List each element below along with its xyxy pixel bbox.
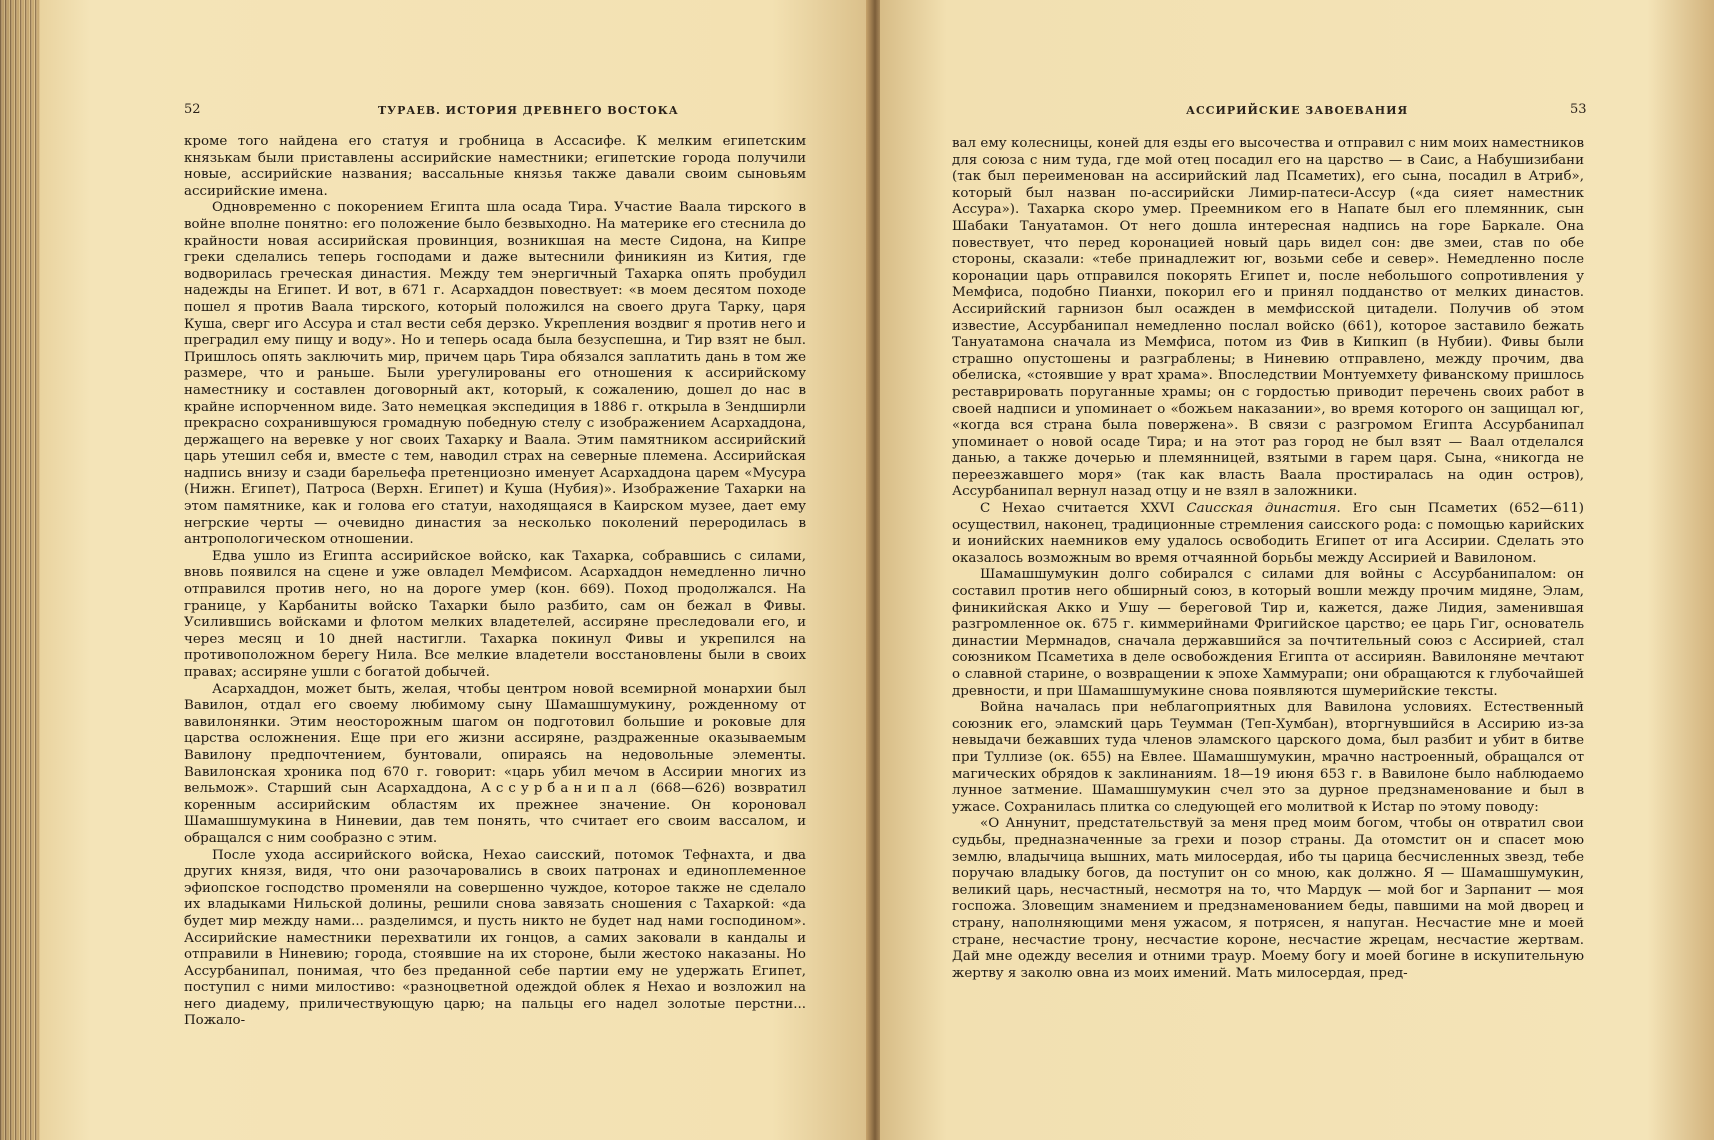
- right-page-number: 53: [1570, 102, 1587, 117]
- paragraph: [184, 682, 806, 848]
- right-running-head: АССИРИЙСКИЕ ЗАВОЕВАНИЯ: [1186, 104, 1409, 117]
- paragraph: Шамашшумукин долго собирался с силами для войны с Ассурбанипалом: он составил против него обширный союз, в который вошли между прочим мидяне, Элам, финикийская Акко и Ушу — береговой Тир и, кажется, даже Лидия, заменившая разгромленное ок. 675 г. киммерийнами Фригийское царство; ее царь Гиг, основатель династии Мермнадов, сначала державшийся за почтительный союз с Ассирией, стал союзником Псаметиха в деле освобождения Египта от ассириян. Вавилоняне мечтают о славной старине, о возвращении к эпохе Хаммурапи; они обращаются к глубочайшей древности, и при Шамашшумукине снова появляются шумерийские тексты.: [952, 567, 1584, 699]
- right-page: [880, 0, 1714, 1140]
- left-page: [40, 0, 872, 1140]
- right-page-text: [952, 136, 1584, 982]
- paragraph: «О Аннунит, предстательствуй за меня пред моим богом, чтобы он отвратил свои судьбы, предназначенные за грехи и позор страны. Да отомстит он и спасет мою землю, владычица вышних, мать милосердая, ибо ты царица бесчисленных звезд, тебе поручаю владыку богов, да поступит он со мною, как должно. Я — Шамашшумукин, великий царь, несчастный, несмотря на то, что Мардук — мой бог и Зарпанит — моя госпожа. Зловещим знамением и предзнаменованием беды, павшими на мой дворец и страну, наполняющими меня ужасом, я потрясен, я напуган. Несчастие мне и моей стране, несчастие трону, несчастие короне, несчастие жрецам, несчастие жертвам. Дай мне одежду веселия и отними траур. Моему богу и моей богине в искупительную жертву я заколю овна из моих имений. Мать милосердая, пред-: [952, 816, 1584, 981]
- paragraph-text: (668—626) возвратил коренным ассирийским областям их прежнее значение. Он короновал Шамашшумукина в Ниневии, дав тем понять, что считает его своим вассалом, и обращался с ним сообразно с этим.: [184, 781, 806, 846]
- spaced-name: Ассурбанипал: [480, 781, 642, 797]
- paragraph: Одновременно с покорением Египта шла осада Тира. Участие Ваала тирского в войне вполне понятно: его положение было безвыходно. На материке его стеснила до крайности новая ассирийская провинция, возникшая на месте Сидона, на Кипре греки сделались теперь господами и даже вытеснили финикиян из Кития, где водворилась греческая династия. Между тем энергичный Тахарка опять пробудил надежды на Египет. И вот, в 671 г. Асархаддон повествует: «в моем десятом походе пошел я против Ваала тирского, который положился на своего друга Тарку, царя Куша, сверг иго Ассура и стал вести себя дерзко. Укрепления воздвиг я против него и преградил ему пищу и воду». Но и теперь осада была безуспешна, и Тир взят не был. Пришлось опять заключить мир, причем царь Тира обязался заплатить дань в том же размере, что и раньше. Были урегулированы его отношения к ассирийскому наместнику и составлен договорный акт, который, к сожалению, дошел до нас в крайне испорченном виде. Зато немецкая экспедиция в 1886 г. открыла в Зендширли прекрасно сохранившуюся громадную победную стелу с изображением Асархаддона, держащего на веревке у ног своих Тахарку и Ваала. Этим памятником ассирийский царь утешил себя и, вместе с тем, наводил страх на северные племена. Ассирийская надпись внизу и сзади барельефа претенциозно именует Асархаддона царем «Мусура (Нижн. Египет), Патроса (Верхн. Египет) и Куша (Нубия)». Изображение Тахарки на этом памятнике, как и голова его статуи, находящаяся в Каирском музее, дает ему негрские черты — очевидно династия за несколько поколений переродилась в антропологическом отношении.: [184, 200, 806, 548]
- paragraph-text: С Нехао считается XXVI: [980, 501, 1175, 517]
- paragraph-text: Асархаддон, может быть, желая, чтобы центром новой всемирной монархии был Вавилон, отдал его своему любимому сыну Шамашшумукину, рожденному от вавилонянки. Этим неосторожным шагом он подготовил большие и роковые для царства осложнения. Еще при его жизни ассиряне, раздраженные оказываемым Вавилону предпочтением, бунтовали, опираясь на недовольные элементы. Вавилонская хроника под 670 г. говорит: «царь убил мечом в Ассирии многих из вельмож». Старший сын Асархаддона,: [184, 681, 806, 797]
- left-page-text: [184, 134, 806, 1030]
- paragraph: После ухода ассирийского войска, Нехао саисский, потомок Тефнахта, и два других князя, видя, что они разочаровались в своих патронах и единоплеменное эфиопское господство променяли на совершенно чуждое, которое также не сделало их владыками Нильской долины, решили снова завязать сношения с Тахаркой: «да будет мир между нами... разделимся, и пусть никто не будет над нами господином». Ассирийские наместники перехватили их гонцов, а самих заковали в кандалы и отправили в Ниневию; города, стоявшие на их стороне, были жестоко наказаны. Но Ассурбанипал, понимая, что без преданной себе партии ему не удержать Египет, поступил с ними милостиво: «разноцветной одеждой облек я Нехао и возложил на него диадему, приличествующую царю; на пальцы его надел золотые перстни... Пожало-: [184, 847, 806, 1029]
- paragraph: Едва ушло из Египта ассирийское войско, как Тахарка, собравшись с силами, вновь появился на сцене и уже овладел Мемфисом. Асархаддон немедленно лично отправился против него, но на дороге умер (кон. 669). Поход продолжался. На границе, у Карбаниты войско Тахарки было разбито, сам он бежал в Фивы. Усилившись войсками и флотом мелких владетелей, ассиряне преследовали его, и через месяц и 10 дней настигли. Тахарка покинул Фивы и укрепился на противоположном берегу Нила. Все мелкие владетели восстановлены были в своих правах; ассиряне ушли с богатой добычей.: [184, 548, 806, 680]
- paragraph: вал ему колесницы, коней для езды его высочества и отправил с ним моих наместников для союза с ним туда, где мой отец посадил его на царство — в Саис, а Набушизибани (так был переименован на ассирийский лад Псаметих), его сына, посадил в Атриб», который был назван по-ассирийски Лимир-патеси-Ассур («да сияет наместник Ассура»). Тахарка скоро умер. Преемником его в Напате был его племянник, сын Шабаки Тануатамон. От него дошла интересная надпись на горе Баркале. Она повествует, что перед коронацией новый царь видел сон: две змеи, став по обе стороны, сказали: «тебе принадлежит юг, возьми себе и север». Немедленно после коронации царь отправился покорять Египет и, после небольшого сопротивления у Мемфиса, подобно Пианхи, покорил его и принял подданство от мелких династов. Ассирийский гарнизон был осажден в мемфисской цитадели. Получив об этом известие, Ассурбанипал немедленно послал войско (661), которое заставило бежать Тануатамона сначала из Мемфиса, потом из Фив в Кипкип (в Нубии). Фивы были страшно опустошены и разграблены; в Ниневию отправлено, между прочим, два обелиска, «стоявшие у врат храма». Впоследствии Монтуемхету фиванскому пришлось реставрировать поруганные храмы; он с гордостью приводит перечень своих работ в своей надписи и упоминает о «божьем наказании», во время которого он защищал юг, «когда вся страна была повержена». В связи с разгромом Египта Ассурбанипал упоминает о новой осаде Тира; и на этот раз город не был взят — Ваал отделался данью, а также дочерью и племянницей, взятыми в гарем царя. Сына, «никогда не переезжавшего моря» (так как власть Ваала простиралась на один остров), Ассурбанипал вернул назад отцу и не взял в заложники.: [952, 136, 1584, 500]
- left-running-head: ТУРАЕВ. ИСТОРИЯ ДРЕВНЕГО ВОСТОКА: [378, 104, 679, 117]
- left-page-number: 52: [184, 102, 201, 117]
- paragraph: [952, 501, 1584, 567]
- paragraph-text: Его сын Псаметих (652—611) осуществил, наконец, традиционные стремления саисского рода: с помощью карийских и ионийских наемников ему удалось освободить Египет от ига Ассирии. Сделать это оказалось возможным во время отчаянной борьбы между Ассирией и Вавилоном.: [952, 501, 1584, 566]
- paragraph: кроме того найдена его статуя и гробница в Ассасифе. К мелким египетским князькам были приставлены ассирийские наместники; египетские города получили новые, ассирийские названия; вассальные князья также давали своим сыновьям ассирийские имена.: [184, 134, 806, 199]
- paragraph: Война началась при неблагоприятных для Вавилона условиях. Естественный союзник его, эламский царь Теумман (Теп-Хумбан), вторгнувшийся в Ассирию из-за невыдачи бежавших туда членов эламского царского дома, был разбит и убит в битве при Туллизе (ок. 655) на Евлее. Шамашшумукин, мрачно настроенный, обращался от магических обрядов к заклинаниям. 18—19 июня 653 г. в Вавилоне было наблюдаемо лунное затмение. Шамашшумукин счел это за дурное предзнаменование и был в ужасе. Сохранилась плитка со следующей его молитвой к Истар по этому поводу:: [952, 700, 1584, 815]
- italic-dynasty: Саисская династия.: [1186, 501, 1341, 517]
